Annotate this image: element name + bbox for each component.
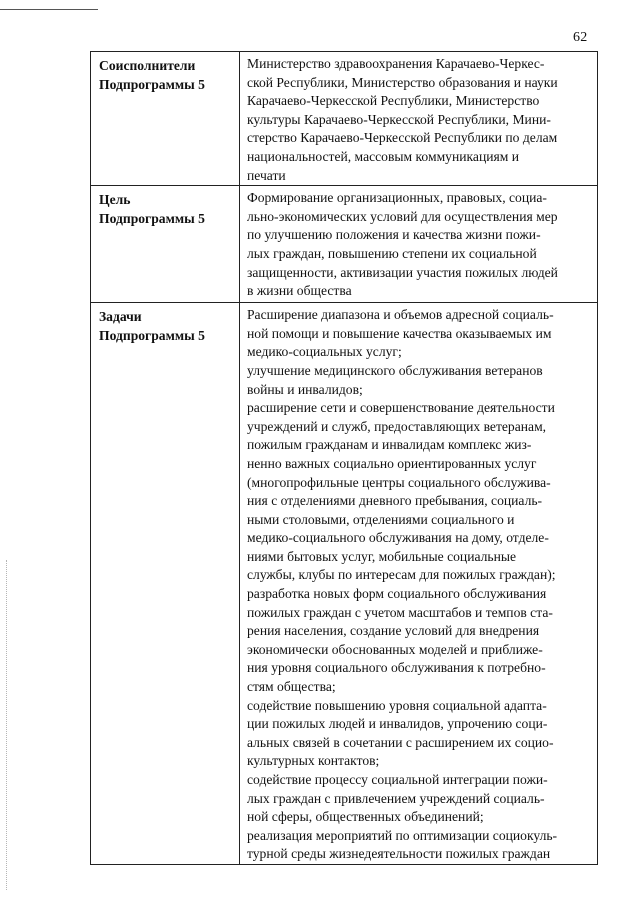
text-line: экономически обоснованных моделей и приближе- [247, 641, 543, 657]
text-line: содействие повышению уровня социальной адапта- [247, 697, 547, 713]
row-value-cell [240, 52, 598, 186]
table-row-tasks [91, 303, 598, 865]
row-label-cell [91, 186, 240, 303]
text-line: ния с отделениями дневного пребывания, социаль- [247, 493, 543, 509]
text-line: стям общества; [247, 679, 336, 695]
text-line: по улучшению положения и качества жизни пожи- [247, 227, 541, 243]
text-line: медико-социальных услуг; [247, 344, 402, 360]
label-line: Задачи [99, 309, 142, 325]
text-line: лых граждан с привлечением учреждений социаль- [247, 790, 545, 806]
row-value [240, 303, 597, 864]
scan-edge-marks [6, 560, 9, 890]
text-line: ции пожилых людей и инвалидов, упрочению соци- [247, 716, 548, 732]
text-line: Министерство здравоохранения Карачаево-Черкес- [247, 56, 545, 71]
row-label-cell [91, 52, 240, 186]
text-line: культуры Карачаево-Черкесской Республики, Мини- [247, 111, 551, 127]
row-value-cell [240, 303, 598, 865]
label-line: Подпрограммы 5 [99, 77, 205, 92]
text-line: реализация мероприятий по оптимизации социокуль- [247, 827, 558, 843]
text-line: ной помощи и повышение качества оказываемых им [247, 325, 552, 341]
table-row-goal [91, 186, 598, 303]
text-line: Расширение диапазона и объемов адресной социаль- [247, 307, 554, 323]
row-label [91, 303, 239, 345]
text-line: (многопрофильные центры социального обслужива- [247, 474, 551, 490]
text-line: в жизни общества [247, 283, 352, 299]
text-line: культурных контактов; [247, 753, 380, 769]
text-line: рения населения, создание условий для внедрения [247, 623, 540, 639]
label-line: Подпрограммы 5 [99, 328, 205, 344]
subprogram-table [90, 51, 598, 865]
text-line: национальностей, массовым коммуникациям и [247, 148, 520, 164]
table-row-coexecutors [91, 52, 598, 186]
text-line: альных связей в сочетании с расширением их социо- [247, 734, 554, 750]
text-line: защищенности, активизации участия пожилых людей [247, 264, 558, 280]
text-line: печати [247, 167, 286, 183]
text-line: ской Республики, Министерство образования и науки [247, 74, 558, 90]
text-line: ниями бытовых услуг, мобильные социальные [247, 548, 517, 564]
text-line: содействие процессу социальной интеграции пожи- [247, 772, 548, 787]
text-line: расширение сети и совершенствование деятельности [247, 400, 555, 416]
text-line: ной сферы, общественных объединений; [247, 809, 484, 825]
text-line: службы, клубы по интересам для пожилых граждан); [247, 567, 556, 583]
text-line: разработка новых форм социального обслуживания [247, 586, 547, 602]
text-line: турной среды жизнедеятельности пожилых граждан [247, 846, 551, 862]
row-value-cell [240, 186, 598, 303]
text-line: пожилых граждан с учетом масштабов и темпов ста- [247, 604, 553, 620]
text-line: ния уровня социального обслуживания к потребно- [247, 660, 546, 676]
text-line: ными столовыми, отделениями социального и [247, 511, 515, 527]
row-value [240, 186, 597, 301]
text-line: Формирование организационных, правовых, социа- [247, 190, 547, 206]
row-value [240, 52, 597, 185]
text-line: ненно важных социально ориентированных услуг [247, 455, 537, 471]
text-line: лых граждан, повышению степени их социальной [247, 245, 537, 261]
text-line: войны и инвалидов; [247, 381, 363, 397]
row-label [91, 52, 239, 94]
label-line: Цель [99, 192, 131, 208]
text-line: улучшение медицинского обслуживания ветеранов [247, 362, 543, 378]
text-line: стерство Карачаево-Черкесской Республики по делам [247, 130, 558, 146]
top-edge-rule [0, 9, 98, 10]
row-label-cell [91, 303, 240, 865]
row-label [91, 186, 239, 228]
text-line: учреждений и служб, предоставляющих ветеранам, [247, 418, 547, 434]
label-line: Подпрограммы 5 [99, 211, 205, 227]
text-line: Карачаево-Черкесской Республики, Министерство [247, 93, 540, 109]
page-number: 62 [573, 30, 588, 45]
text-line: пожилым гражданам и инвалидам комплекс жиз- [247, 437, 532, 453]
text-line: льно-экономических условий для осуществления мер [247, 208, 558, 224]
label-line: Соисполнители [99, 58, 196, 73]
text-line: медико-социального обслуживания на дому, отделе- [247, 530, 549, 546]
